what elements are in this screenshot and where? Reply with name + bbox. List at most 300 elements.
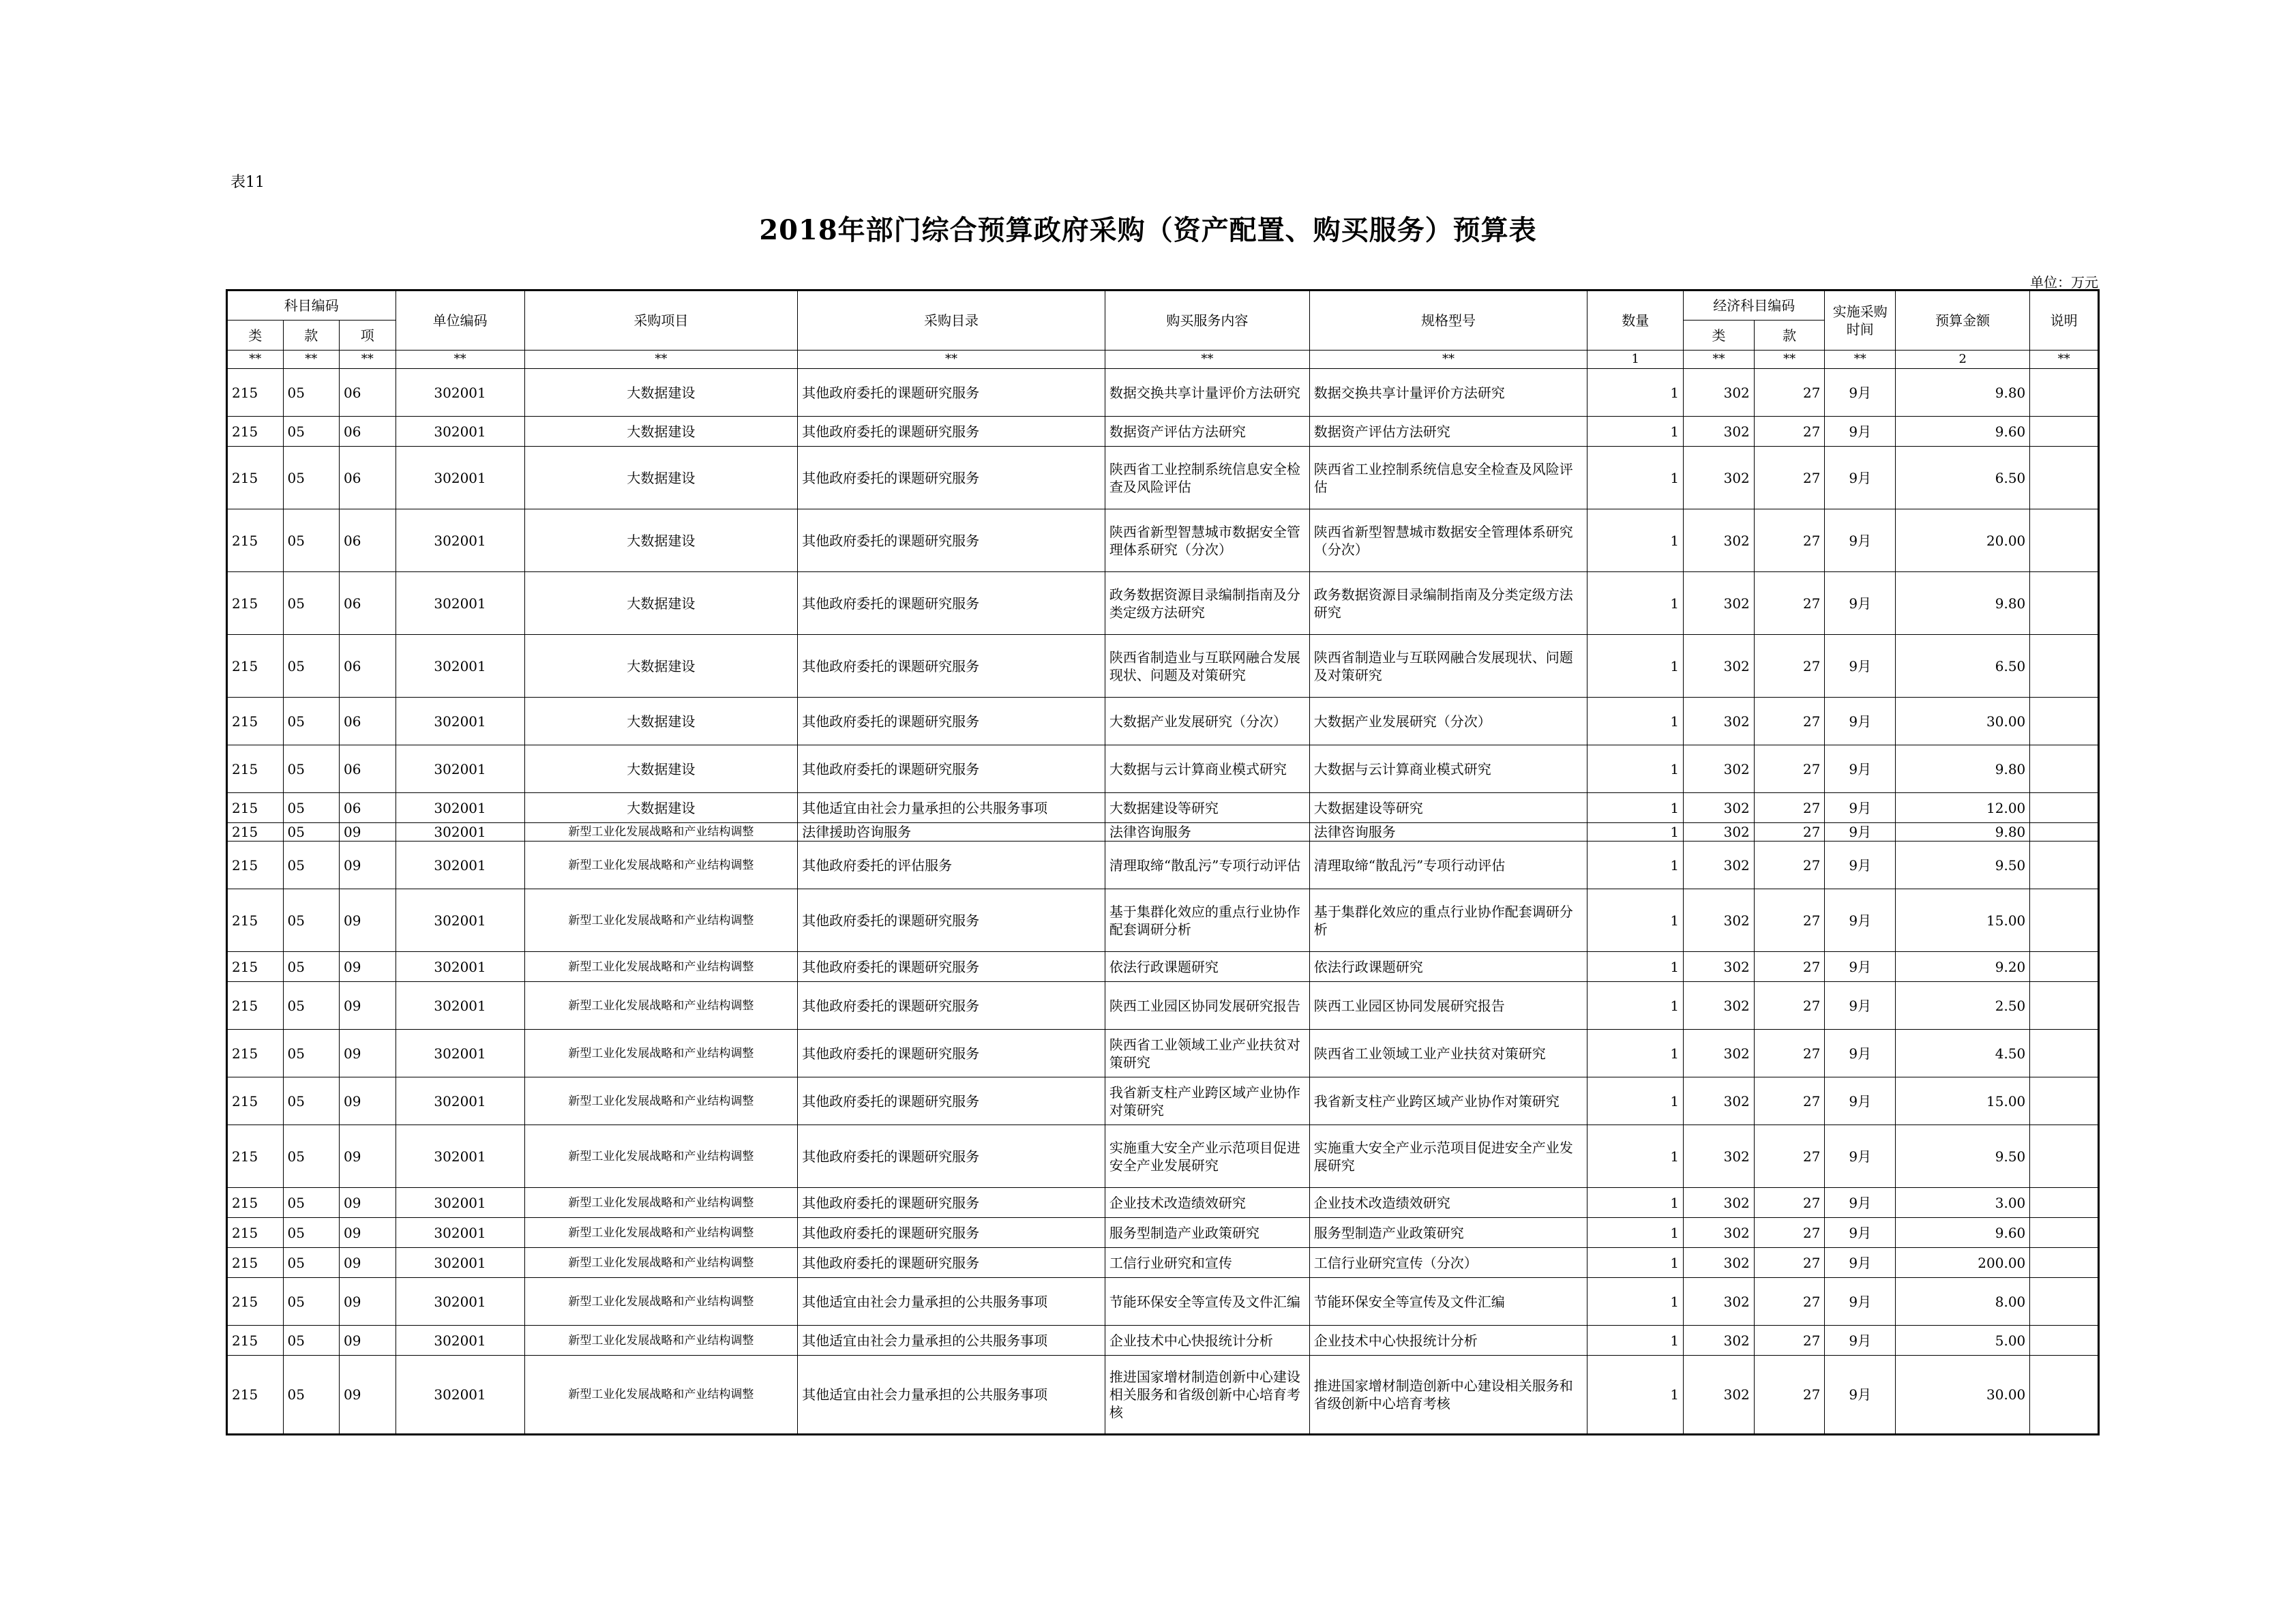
row-econ-kuan: 27: [1754, 823, 1825, 842]
row-unit-code: 302001: [396, 952, 524, 982]
row-amount: 9.20: [1896, 952, 2030, 982]
header-econ-kuan: 款: [1754, 321, 1825, 351]
row-note: [2030, 698, 2099, 745]
row-catalog: 其他适宜由社会力量承担的公共服务事项: [798, 1356, 1105, 1435]
table-row: [227, 952, 2099, 982]
row-econ-lei: 302: [1684, 1326, 1755, 1356]
row-lei: 215: [227, 1077, 284, 1125]
row-time: 9月: [1825, 1218, 1896, 1248]
row-project: 大数据建设: [524, 635, 797, 698]
row-spec: 政务数据资源目录编制指南及分类定级方法研究: [1309, 572, 1587, 635]
row-econ-kuan: 27: [1754, 1248, 1825, 1278]
table-row: [227, 1278, 2099, 1326]
row-econ-lei: 302: [1684, 1278, 1755, 1326]
row-qty: 1: [1587, 793, 1684, 823]
row-service: 陕西省制造业与互联网融合发展现状、问题及对策研究: [1105, 635, 1309, 698]
table-row: [227, 842, 2099, 889]
row-project: 新型工业化发展战略和产业结构调整: [524, 1356, 797, 1435]
table-row: [227, 793, 2099, 823]
row-service: 企业技术中心快报统计分析: [1105, 1326, 1309, 1356]
row-note: [2030, 1356, 2099, 1435]
row-catalog: 其他政府委托的课题研究服务: [798, 509, 1105, 572]
marker-cell: **: [1754, 351, 1825, 369]
row-amount: 15.00: [1896, 1077, 2030, 1125]
row-unit-code: 302001: [396, 1125, 524, 1188]
marker-cell: **: [283, 351, 340, 369]
row-econ-kuan: 27: [1754, 447, 1825, 509]
row-catalog: 其他政府委托的课题研究服务: [798, 889, 1105, 952]
row-econ-lei: 302: [1684, 447, 1755, 509]
row-unit-code: 302001: [396, 572, 524, 635]
row-econ-lei: 302: [1684, 1125, 1755, 1188]
row-note: [2030, 952, 2099, 982]
row-service: 基于集群化效应的重点行业协作配套调研分析: [1105, 889, 1309, 952]
row-kuan: 05: [283, 1077, 340, 1125]
row-lei: 215: [227, 1326, 284, 1356]
budget-table: [226, 289, 2100, 1435]
row-lei: 215: [227, 952, 284, 982]
row-catalog: 其他政府委托的课题研究服务: [798, 417, 1105, 447]
row-project: 新型工业化发展战略和产业结构调整: [524, 1030, 797, 1077]
row-note: [2030, 509, 2099, 572]
row-econ-lei: 302: [1684, 1188, 1755, 1218]
row-kuan: 05: [283, 1278, 340, 1326]
row-econ-kuan: 27: [1754, 1077, 1825, 1125]
row-note: [2030, 1248, 2099, 1278]
row-service: 大数据与云计算商业模式研究: [1105, 745, 1309, 793]
row-catalog: 法律援助咨询服务: [798, 823, 1105, 842]
row-lei: 215: [227, 889, 284, 952]
table-row: [227, 698, 2099, 745]
row-lei: 215: [227, 698, 284, 745]
header-note: 说明: [2030, 291, 2099, 351]
row-service: 推进国家增材制造创新中心建设相关服务和省级创新中心培育考核: [1105, 1356, 1309, 1435]
row-lei: 215: [227, 369, 284, 417]
row-amount: 8.00: [1896, 1278, 2030, 1326]
row-xiang: 06: [340, 369, 396, 417]
row-time: 9月: [1825, 698, 1896, 745]
row-econ-lei: 302: [1684, 793, 1755, 823]
row-xiang: 09: [340, 889, 396, 952]
row-amount: 6.50: [1896, 635, 2030, 698]
row-amount: 5.00: [1896, 1326, 2030, 1356]
row-xiang: 09: [340, 1356, 396, 1435]
row-project: 大数据建设: [524, 447, 797, 509]
row-amount: 4.50: [1896, 1030, 2030, 1077]
row-unit-code: 302001: [396, 635, 524, 698]
row-spec: 工信行业研究宣传（分次）: [1309, 1248, 1587, 1278]
row-service: 节能环保安全等宣传及文件汇编: [1105, 1278, 1309, 1326]
row-amount: 3.00: [1896, 1188, 2030, 1218]
row-unit-code: 302001: [396, 1326, 524, 1356]
row-unit-code: 302001: [396, 1030, 524, 1077]
row-kuan: 05: [283, 1030, 340, 1077]
header-amount: 预算金额: [1896, 291, 2030, 351]
row-spec: 陕西省制造业与互联网融合发展现状、问题及对策研究: [1309, 635, 1587, 698]
marker-cell: **: [1825, 351, 1896, 369]
row-kuan: 05: [283, 417, 340, 447]
row-time: 9月: [1825, 1030, 1896, 1077]
table-label: 表11: [230, 174, 265, 191]
row-project: 新型工业化发展战略和产业结构调整: [524, 1248, 797, 1278]
row-kuan: 05: [283, 823, 340, 842]
row-econ-kuan: 27: [1754, 889, 1825, 952]
row-kuan: 05: [283, 889, 340, 952]
row-xiang: 06: [340, 745, 396, 793]
row-time: 9月: [1825, 982, 1896, 1030]
row-xiang: 06: [340, 447, 396, 509]
row-project: 新型工业化发展战略和产业结构调整: [524, 982, 797, 1030]
row-service: 陕西省工业控制系统信息安全检查及风险评估: [1105, 447, 1309, 509]
row-econ-kuan: 27: [1754, 1326, 1825, 1356]
row-note: [2030, 1188, 2099, 1218]
row-lei: 215: [227, 1248, 284, 1278]
header-kuan: 款: [283, 321, 340, 351]
row-service: 数据交换共享计量评价方法研究: [1105, 369, 1309, 417]
row-econ-kuan: 27: [1754, 417, 1825, 447]
row-service: 依法行政课题研究: [1105, 952, 1309, 982]
row-kuan: 05: [283, 698, 340, 745]
row-xiang: 06: [340, 635, 396, 698]
row-time: 9月: [1825, 635, 1896, 698]
row-econ-lei: 302: [1684, 982, 1755, 1030]
row-project: 大数据建设: [524, 745, 797, 793]
row-unit-code: 302001: [396, 1188, 524, 1218]
row-amount: 9.80: [1896, 745, 2030, 793]
row-econ-kuan: 27: [1754, 509, 1825, 572]
row-unit-code: 302001: [396, 698, 524, 745]
header-spec: 规格型号: [1309, 291, 1587, 351]
row-amount: 9.50: [1896, 842, 2030, 889]
row-spec: 陕西省工业控制系统信息安全检查及风险评估: [1309, 447, 1587, 509]
row-kuan: 05: [283, 842, 340, 889]
row-qty: 1: [1587, 1356, 1684, 1435]
row-spec: 大数据与云计算商业模式研究: [1309, 745, 1587, 793]
row-qty: 1: [1587, 417, 1684, 447]
row-spec: 大数据产业发展研究（分次）: [1309, 698, 1587, 745]
table-row: [227, 1356, 2099, 1435]
row-econ-lei: 302: [1684, 417, 1755, 447]
row-xiang: 09: [340, 952, 396, 982]
row-amount: 9.80: [1896, 369, 2030, 417]
marker-cell: **: [227, 351, 284, 369]
row-note: [2030, 1030, 2099, 1077]
row-unit-code: 302001: [396, 823, 524, 842]
row-qty: 1: [1587, 1278, 1684, 1326]
marker-cell: **: [798, 351, 1105, 369]
row-project: 新型工业化发展战略和产业结构调整: [524, 1125, 797, 1188]
row-service: 实施重大安全产业示范项目促进安全产业发展研究: [1105, 1125, 1309, 1188]
row-unit-code: 302001: [396, 509, 524, 572]
page-title: 2018年部门综合预算政府采购（资产配置、购买服务）预算表: [759, 214, 1537, 246]
row-amount: 9.50: [1896, 1125, 2030, 1188]
row-project: 大数据建设: [524, 698, 797, 745]
row-catalog: 其他政府委托的课题研究服务: [798, 1218, 1105, 1248]
row-econ-lei: 302: [1684, 509, 1755, 572]
row-time: 9月: [1825, 1356, 1896, 1435]
row-xiang: 09: [340, 1218, 396, 1248]
row-econ-lei: 302: [1684, 823, 1755, 842]
row-time: 9月: [1825, 1326, 1896, 1356]
row-amount: 200.00: [1896, 1248, 2030, 1278]
row-note: [2030, 1326, 2099, 1356]
row-unit-code: 302001: [396, 842, 524, 889]
marker-cell: **: [1105, 351, 1309, 369]
row-qty: 1: [1587, 1218, 1684, 1248]
row-lei: 215: [227, 1188, 284, 1218]
row-lei: 215: [227, 823, 284, 842]
table-row: [227, 1125, 2099, 1188]
row-xiang: 09: [340, 1188, 396, 1218]
row-catalog: 其他政府委托的课题研究服务: [798, 1248, 1105, 1278]
row-unit-code: 302001: [396, 417, 524, 447]
row-amount: 9.80: [1896, 823, 2030, 842]
row-lei: 215: [227, 417, 284, 447]
row-spec: 陕西工业园区协同发展研究报告: [1309, 982, 1587, 1030]
row-econ-kuan: 27: [1754, 793, 1825, 823]
row-kuan: 05: [283, 952, 340, 982]
header-subject-code: 科目编码: [227, 291, 396, 321]
row-unit-code: 302001: [396, 1356, 524, 1435]
row-note: [2030, 369, 2099, 417]
header-catalog: 采购目录: [798, 291, 1105, 351]
header-lei: 类: [227, 321, 284, 351]
row-catalog: 其他适宜由社会力量承担的公共服务事项: [798, 793, 1105, 823]
table-row: [227, 1218, 2099, 1248]
marker-cell: **: [2030, 351, 2099, 369]
row-time: 9月: [1825, 1188, 1896, 1218]
row-econ-lei: 302: [1684, 1077, 1755, 1125]
row-unit-code: 302001: [396, 793, 524, 823]
row-catalog: 其他政府委托的课题研究服务: [798, 1125, 1105, 1188]
row-lei: 215: [227, 572, 284, 635]
row-note: [2030, 889, 2099, 952]
row-time: 9月: [1825, 889, 1896, 952]
table-row: [227, 982, 2099, 1030]
row-lei: 215: [227, 1278, 284, 1326]
row-service: 大数据建设等研究: [1105, 793, 1309, 823]
row-unit-code: 302001: [396, 889, 524, 952]
row-econ-lei: 302: [1684, 698, 1755, 745]
table-row: [227, 1077, 2099, 1125]
row-note: [2030, 447, 2099, 509]
row-lei: 215: [227, 793, 284, 823]
row-econ-kuan: 27: [1754, 1030, 1825, 1077]
row-qty: 1: [1587, 842, 1684, 889]
row-project: 大数据建设: [524, 369, 797, 417]
row-unit-code: 302001: [396, 1077, 524, 1125]
marker-cell: **: [524, 351, 797, 369]
row-econ-lei: 302: [1684, 842, 1755, 889]
header-unit-code: 单位编码: [396, 291, 524, 351]
row-catalog: 其他政府委托的课题研究服务: [798, 447, 1105, 509]
row-time: 9月: [1825, 447, 1896, 509]
row-lei: 215: [227, 982, 284, 1030]
row-qty: 1: [1587, 1248, 1684, 1278]
row-unit-code: 302001: [396, 1218, 524, 1248]
row-note: [2030, 572, 2099, 635]
row-spec: 清理取缔“散乱污”专项行动评估: [1309, 842, 1587, 889]
table-row: [227, 447, 2099, 509]
row-project: 大数据建设: [524, 572, 797, 635]
row-lei: 215: [227, 509, 284, 572]
header-econ-code: 经济科目编码: [1684, 291, 1825, 321]
row-catalog: 其他政府委托的课题研究服务: [798, 1030, 1105, 1077]
row-time: 9月: [1825, 369, 1896, 417]
row-qty: 1: [1587, 1077, 1684, 1125]
row-econ-kuan: 27: [1754, 698, 1825, 745]
row-qty: 1: [1587, 952, 1684, 982]
row-service: 企业技术改造绩效研究: [1105, 1188, 1309, 1218]
row-note: [2030, 1077, 2099, 1125]
table-row: [227, 369, 2099, 417]
row-xiang: 06: [340, 417, 396, 447]
row-project: 新型工业化发展战略和产业结构调整: [524, 1218, 797, 1248]
row-service: 陕西省新型智慧城市数据安全管理体系研究（分次）: [1105, 509, 1309, 572]
row-xiang: 09: [340, 1326, 396, 1356]
row-econ-kuan: 27: [1754, 1356, 1825, 1435]
row-note: [2030, 635, 2099, 698]
header-econ-lei: 类: [1684, 321, 1755, 351]
row-amount: 6.50: [1896, 447, 2030, 509]
row-amount: 9.60: [1896, 417, 2030, 447]
row-qty: 1: [1587, 823, 1684, 842]
table-row: [227, 509, 2099, 572]
row-note: [2030, 417, 2099, 447]
row-lei: 215: [227, 1356, 284, 1435]
row-spec: 推进国家增材制造创新中心建设相关服务和省级创新中心培育考核: [1309, 1356, 1587, 1435]
row-service: 法律咨询服务: [1105, 823, 1309, 842]
row-lei: 215: [227, 842, 284, 889]
row-kuan: 05: [283, 635, 340, 698]
row-catalog: 其他政府委托的课题研究服务: [798, 982, 1105, 1030]
table-row: [227, 1326, 2099, 1356]
row-xiang: 09: [340, 1125, 396, 1188]
row-econ-lei: 302: [1684, 635, 1755, 698]
row-project: 新型工业化发展战略和产业结构调整: [524, 1278, 797, 1326]
row-qty: 1: [1587, 745, 1684, 793]
header-xiang: 项: [340, 321, 396, 351]
row-catalog: 其他适宜由社会力量承担的公共服务事项: [798, 1326, 1105, 1356]
row-xiang: 09: [340, 1278, 396, 1326]
row-qty: 1: [1587, 509, 1684, 572]
row-xiang: 09: [340, 1030, 396, 1077]
row-time: 9月: [1825, 793, 1896, 823]
row-amount: 12.00: [1896, 793, 2030, 823]
row-service: 数据资产评估方法研究: [1105, 417, 1309, 447]
row-time: 9月: [1825, 1125, 1896, 1188]
row-econ-kuan: 27: [1754, 1218, 1825, 1248]
row-time: 9月: [1825, 745, 1896, 793]
row-lei: 215: [227, 447, 284, 509]
row-xiang: 06: [340, 793, 396, 823]
row-note: [2030, 842, 2099, 889]
row-qty: 1: [1587, 1030, 1684, 1077]
row-kuan: 05: [283, 1125, 340, 1188]
table-row: [227, 745, 2099, 793]
header-time: 实施采购时间: [1825, 291, 1896, 351]
table-body: [227, 351, 2099, 1435]
row-amount: 20.00: [1896, 509, 2030, 572]
marker-cell: **: [340, 351, 396, 369]
row-spec: 企业技术中心快报统计分析: [1309, 1326, 1587, 1356]
row-service: 我省新支柱产业跨区域产业协作对策研究: [1105, 1077, 1309, 1125]
row-kuan: 05: [283, 1218, 340, 1248]
row-amount: 9.60: [1896, 1218, 2030, 1248]
row-xiang: 09: [340, 842, 396, 889]
row-econ-kuan: 27: [1754, 842, 1825, 889]
row-project: 大数据建设: [524, 417, 797, 447]
row-lei: 215: [227, 1125, 284, 1188]
row-note: [2030, 1278, 2099, 1326]
row-xiang: 06: [340, 698, 396, 745]
row-kuan: 05: [283, 982, 340, 1030]
row-note: [2030, 982, 2099, 1030]
row-econ-kuan: 27: [1754, 1125, 1825, 1188]
marker-cell: **: [396, 351, 524, 369]
row-service: 工信行业研究和宣传: [1105, 1248, 1309, 1278]
row-amount: 30.00: [1896, 1356, 2030, 1435]
row-unit-code: 302001: [396, 369, 524, 417]
row-project: 大数据建设: [524, 793, 797, 823]
row-project: 新型工业化发展战略和产业结构调整: [524, 1188, 797, 1218]
table-row: [227, 1188, 2099, 1218]
row-catalog: 其他政府委托的课题研究服务: [798, 745, 1105, 793]
row-kuan: 05: [283, 369, 340, 417]
row-catalog: 其他适宜由社会力量承担的公共服务事项: [798, 1278, 1105, 1326]
row-xiang: 06: [340, 509, 396, 572]
row-amount: 30.00: [1896, 698, 2030, 745]
row-amount: 2.50: [1896, 982, 2030, 1030]
row-xiang: 09: [340, 982, 396, 1030]
header-qty: 数量: [1587, 291, 1684, 351]
row-time: 9月: [1825, 572, 1896, 635]
row-time: 9月: [1825, 1077, 1896, 1125]
row-project: 大数据建设: [524, 509, 797, 572]
row-catalog: 其他政府委托的课题研究服务: [798, 572, 1105, 635]
row-note: [2030, 1218, 2099, 1248]
row-spec: 陕西省工业领域工业产业扶贫对策研究: [1309, 1030, 1587, 1077]
row-qty: 1: [1587, 1125, 1684, 1188]
marker-cell: 1: [1587, 351, 1684, 369]
row-xiang: 09: [340, 1248, 396, 1278]
row-econ-lei: 302: [1684, 889, 1755, 952]
row-spec: 企业技术改造绩效研究: [1309, 1188, 1587, 1218]
row-kuan: 05: [283, 572, 340, 635]
row-econ-lei: 302: [1684, 1356, 1755, 1435]
row-econ-lei: 302: [1684, 1218, 1755, 1248]
row-catalog: 其他政府委托的课题研究服务: [798, 698, 1105, 745]
row-econ-kuan: 27: [1754, 952, 1825, 982]
row-lei: 215: [227, 745, 284, 793]
row-econ-lei: 302: [1684, 952, 1755, 982]
row-spec: 基于集群化效应的重点行业协作配套调研分析: [1309, 889, 1587, 952]
row-service: 陕西工业园区协同发展研究报告: [1105, 982, 1309, 1030]
row-spec: 法律咨询服务: [1309, 823, 1587, 842]
row-unit-code: 302001: [396, 1278, 524, 1326]
row-time: 9月: [1825, 417, 1896, 447]
row-catalog: 其他政府委托的课题研究服务: [798, 1188, 1105, 1218]
row-kuan: 05: [283, 745, 340, 793]
row-qty: 1: [1587, 635, 1684, 698]
row-unit-code: 302001: [396, 1248, 524, 1278]
row-xiang: 09: [340, 1077, 396, 1125]
row-catalog: 其他政府委托的课题研究服务: [798, 635, 1105, 698]
row-lei: 215: [227, 635, 284, 698]
row-spec: 实施重大安全产业示范项目促进安全产业发展研究: [1309, 1125, 1587, 1188]
row-qty: 1: [1587, 369, 1684, 417]
row-note: [2030, 823, 2099, 842]
